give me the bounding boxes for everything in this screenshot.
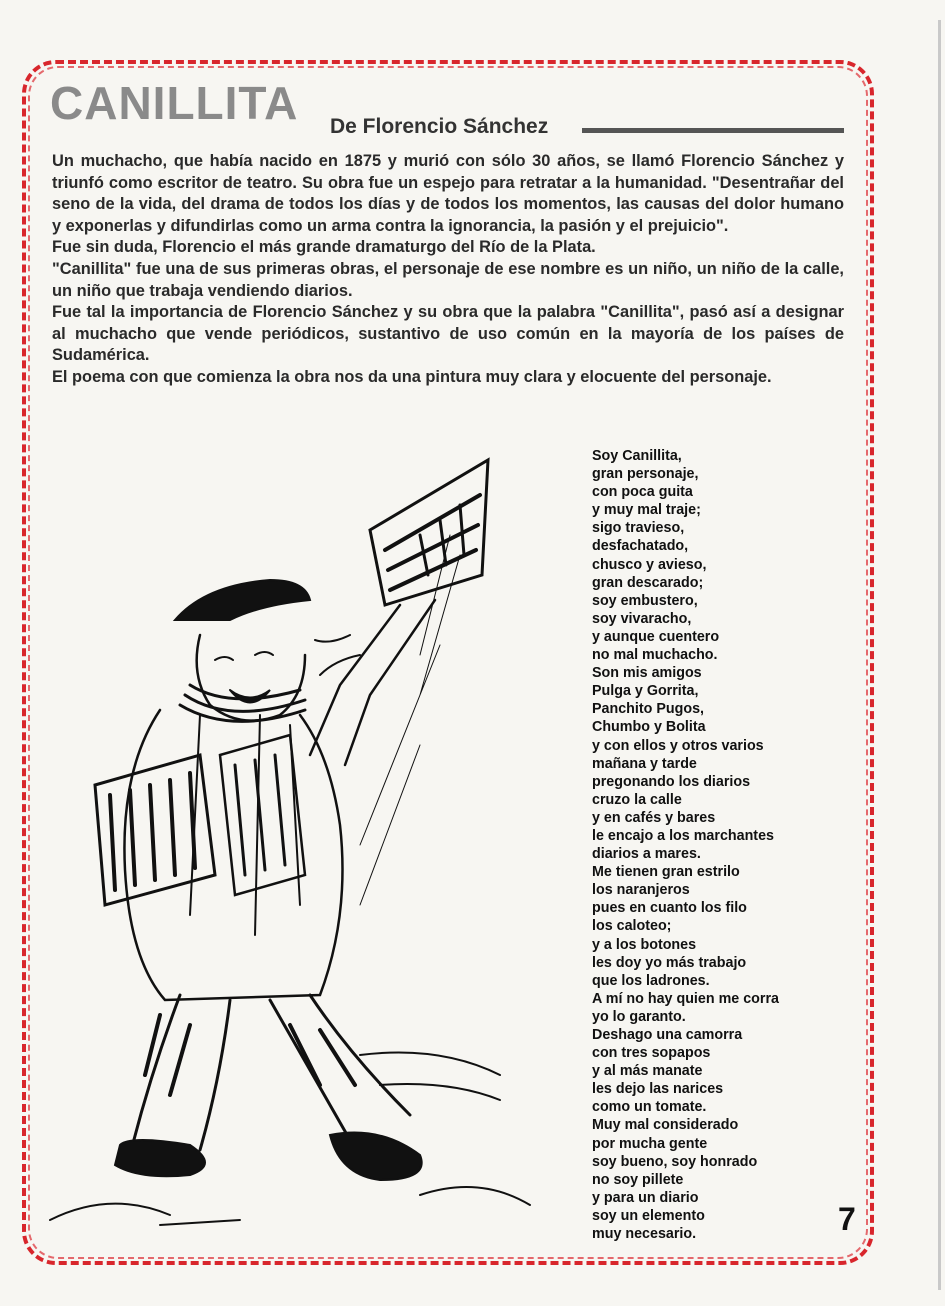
intro-paragraph: Fue sin duda, Florencio el más grande dramaturgo del Río de la Plata.	[52, 238, 596, 257]
poem-line: mañana y tarde	[592, 755, 697, 772]
poem-line: soy vivaracho,	[592, 610, 692, 627]
poem-line: les dejo las narices	[592, 1081, 724, 1098]
poem-line: con poca guita	[592, 484, 693, 501]
poem-line: les doy yo más trabajo	[592, 954, 747, 971]
poem-line: y a los botones	[592, 936, 697, 953]
poem-line: y para un diario	[592, 1189, 699, 1206]
poem-line: soy embustero,	[592, 592, 698, 609]
poem-line: Panchito Pugos,	[592, 701, 705, 718]
poem-line: pregonando los diarios	[592, 773, 751, 790]
poem-line: Chumbo y Bolita	[592, 719, 706, 736]
author-byline: De Florencio Sánchez	[330, 115, 549, 138]
poem-line: que los ladrones.	[592, 972, 710, 989]
poem-line: Deshago una camorra	[592, 1027, 743, 1043]
poem-line: los naranjeros	[592, 882, 690, 899]
poem-line: y muy mal traje;	[592, 502, 701, 519]
poem-line: como un tomate.	[592, 1099, 707, 1116]
intro-paragraph: Un muchacho, que había nacido en 1875 y murió con sólo 30 años, se llamó Florencio Sánchez y triunfó como escritor de teatro. Su obra fue un espejo para retratar a la humanidad. "Desentrañar del seno de la vida, del drama de todos los días y de todos los momentos, las causas del dolor humano y exponerlas y difundirlas como un arma contra la ignorancia, la pasión y el prejuicio".	[52, 152, 844, 235]
page-number: 7	[838, 1201, 856, 1237]
newspaper-boy-illustration	[40, 455, 560, 1240]
poem-line: por mucha gente	[592, 1135, 708, 1152]
poem-line: le encajo a los marchantes	[592, 827, 774, 844]
intro-text	[52, 151, 844, 389]
poem-line: muy necesario.	[592, 1226, 697, 1243]
poem-line: los caloteo;	[592, 918, 672, 935]
poem-line: diarios a mares.	[592, 846, 701, 863]
title-rule	[582, 128, 844, 133]
poem-line: soy bueno, soy honrado	[592, 1153, 758, 1170]
poem-line: Me tienen gran estrilo	[592, 864, 740, 881]
poem-line: desfachatado,	[592, 538, 689, 555]
page-title: CANILLITA	[50, 77, 299, 129]
poem-line: y al más manate	[592, 1063, 703, 1080]
poem-line: Pulga y Gorrita,	[592, 683, 699, 700]
poem-line: con tres sopapos	[592, 1045, 711, 1062]
poem-line: y aunque cuentero	[592, 628, 720, 645]
page-edge	[938, 20, 941, 1290]
poem-line: A mí no hay quien me corra	[592, 990, 779, 1007]
poem-line: no mal muchacho.	[592, 647, 718, 664]
poem-line: y en cafés y bares	[592, 809, 716, 826]
poem-line: Soy Canillita,	[592, 448, 682, 464]
poem-line: gran descarado;	[592, 574, 704, 591]
poem-line: soy un elemento	[592, 1207, 705, 1224]
poem-line: chusco y avieso,	[592, 556, 707, 573]
poem-line: Muy mal considerado	[592, 1117, 739, 1134]
intro-paragraph: Fue tal la importancia de Florencio Sánchez y su obra que la palabra "Canillita", pasó así a designar al muchacho que vende periódicos, sustantivo de uso común en la mayoría de los países de Sudamérica.	[52, 303, 844, 365]
poem-line: Son mis amigos	[592, 665, 702, 682]
poem-line: sigo travieso,	[592, 520, 685, 537]
poem-line: yo lo garanto.	[592, 1008, 686, 1025]
intro-paragraph: El poema con que comienza la obra nos da una pintura muy clara y elocuente del personaje.	[52, 367, 772, 386]
intro-paragraph: "Canillita" fue una de sus primeras obras, el personaje de ese nombre es un niño, un niño de la calle, un niño que trabaja vendiendo diarios.	[52, 259, 844, 300]
poem-line: y con ellos y otros varios	[592, 737, 764, 754]
poem-line: cruzo la calle	[592, 791, 682, 808]
poem-line: pues en cuanto los filo	[592, 900, 747, 917]
poem-line: no soy pillete	[592, 1171, 684, 1188]
poem-line: gran personaje,	[592, 466, 699, 483]
poem	[592, 447, 779, 1243]
